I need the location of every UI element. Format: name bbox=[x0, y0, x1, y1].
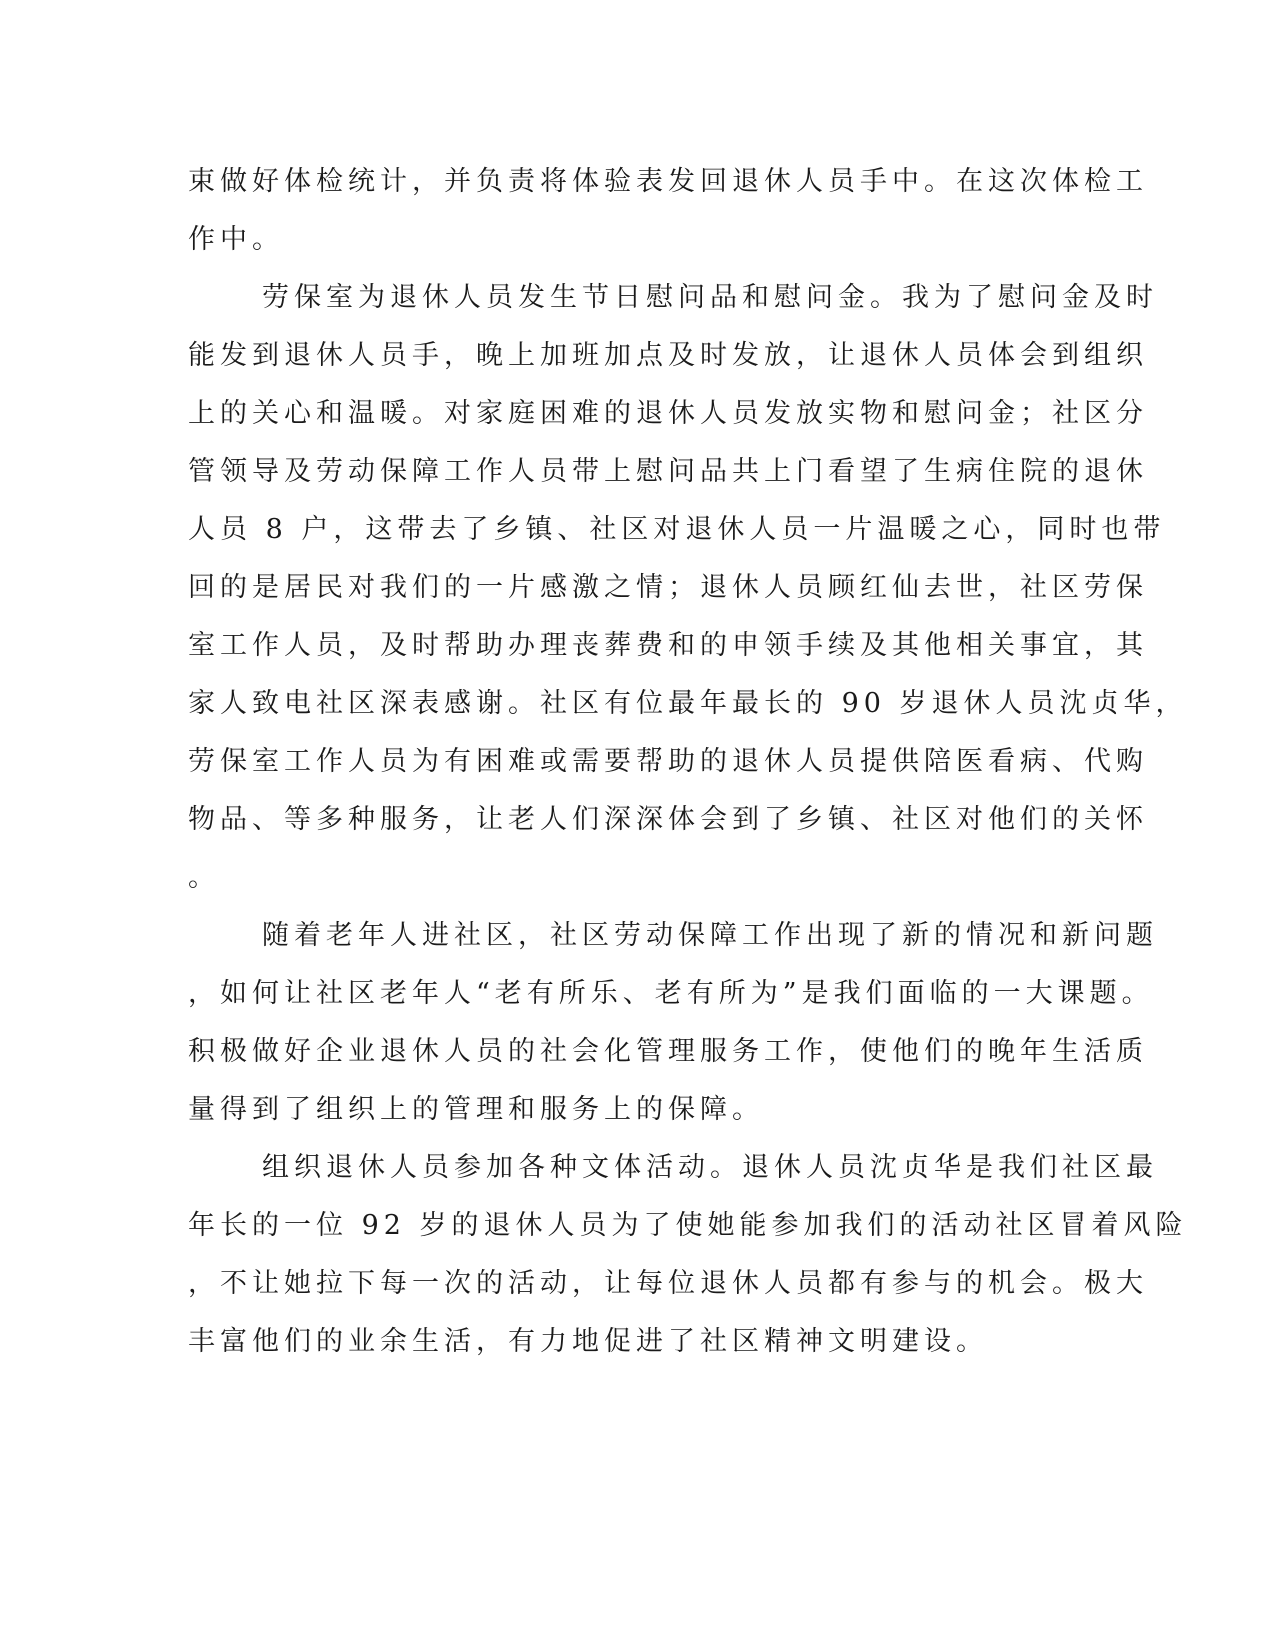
text-line: 家人致电社区深表感谢。社区有位最年最长的 90 岁退休人员沈贞华， bbox=[188, 688, 1188, 719]
text-line: 室工作人员，及时帮助办理丧葬费和的申领手续及其他相关事宜，其 bbox=[188, 630, 1148, 661]
text-line: 积极做好企业退休人员的社会化管理服务工作，使他们的晚年生活质 bbox=[188, 1036, 1148, 1067]
text-line: 年长的一位 92 岁的退休人员为了使她能参加我们的活动社区冒着风险 bbox=[188, 1210, 1188, 1241]
text-line: 上的关心和温暖。对家庭困难的退休人员发放实物和慰问金；社区分 bbox=[188, 398, 1148, 429]
paragraph-start-line: 劳保室为退休人员发生节日慰问品和慰问金。我为了慰问金及时 bbox=[262, 282, 1158, 313]
text-line: ，如何让社区老年人“老有所乐、老有所为”是我们面临的一大课题。 bbox=[188, 978, 1154, 1009]
text-line: 回的是居民对我们的一片感激之情；退休人员顾红仙去世，社区劳保 bbox=[188, 572, 1148, 603]
text-line: 。 bbox=[188, 862, 220, 893]
text-line: 物品、等多种服务，让老人们深深体会到了乡镇、社区对他们的关怀 bbox=[188, 804, 1148, 835]
text-line: 束做好体检统计，并负责将体验表发回退休人员手中。在这次体检工 bbox=[188, 166, 1148, 197]
paragraph-start-line: 组织退休人员参加各种文体活动。退休人员沈贞华是我们社区最 bbox=[262, 1152, 1158, 1183]
text-line: 丰富他们的业余生活，有力地促进了社区精神文明建设。 bbox=[188, 1326, 988, 1357]
text-line: 人员 8 户，这带去了乡镇、社区对退休人员一片温暖之心，同时也带 bbox=[188, 514, 1166, 545]
text-line: ，不让她拉下每一次的活动，让每位退休人员都有参与的机会。极大 bbox=[188, 1268, 1148, 1299]
text-line: 量得到了组织上的管理和服务上的保障。 bbox=[188, 1094, 764, 1125]
text-line: 作中。 bbox=[188, 224, 284, 255]
paragraph-start-line: 随着老年人进社区，社区劳动保障工作出现了新的情况和新问题 bbox=[262, 920, 1158, 951]
text-line: 管领导及劳动保障工作人员带上慰问品共上门看望了生病住院的退休 bbox=[188, 456, 1148, 487]
text-line: 劳保室工作人员为有困难或需要帮助的退休人员提供陪医看病、代购 bbox=[188, 746, 1148, 777]
text-line: 能发到退休人员手，晚上加班加点及时发放，让退休人员体会到组织 bbox=[188, 340, 1148, 371]
